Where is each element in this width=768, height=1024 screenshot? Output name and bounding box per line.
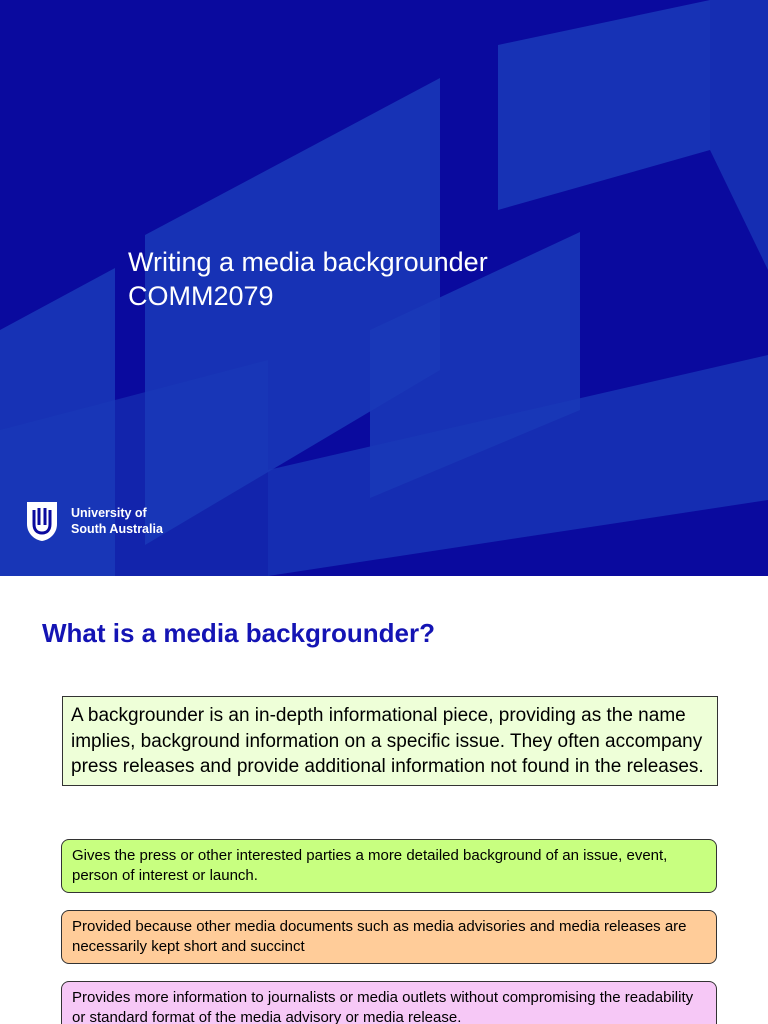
university-line1: University of (71, 506, 147, 520)
point-box-1: Gives the press or other interested parties a more detailed background of an issue, event, person of interest or launch. (61, 839, 717, 893)
university-logo (25, 500, 163, 542)
course-code: COMM2079 (128, 281, 274, 311)
university-line2: South Australia (71, 522, 163, 536)
content-slide (0, 576, 768, 1024)
slide-title: Writing a media backgrounder (128, 247, 488, 277)
shield-icon (25, 500, 59, 542)
university-name (71, 505, 163, 537)
title-block (128, 245, 488, 313)
definition-box: A backgrounder is an in-depth informational piece, providing as the name implies, background information on a specific issue. They often accompany press releases and provide additional information not found in the releases. (62, 696, 718, 786)
point-box-2: Provided because other media documents such as media advisories and media releases are necessarily kept short and succinct (61, 910, 717, 964)
point-box-3: Provides more information to journalists or media outlets without compromising the readability or standard format of the media advisory or media release. (61, 981, 717, 1024)
slide-heading: What is a media backgrounder? (42, 618, 435, 648)
bg-shape (498, 0, 710, 210)
bg-shape (710, 0, 768, 270)
